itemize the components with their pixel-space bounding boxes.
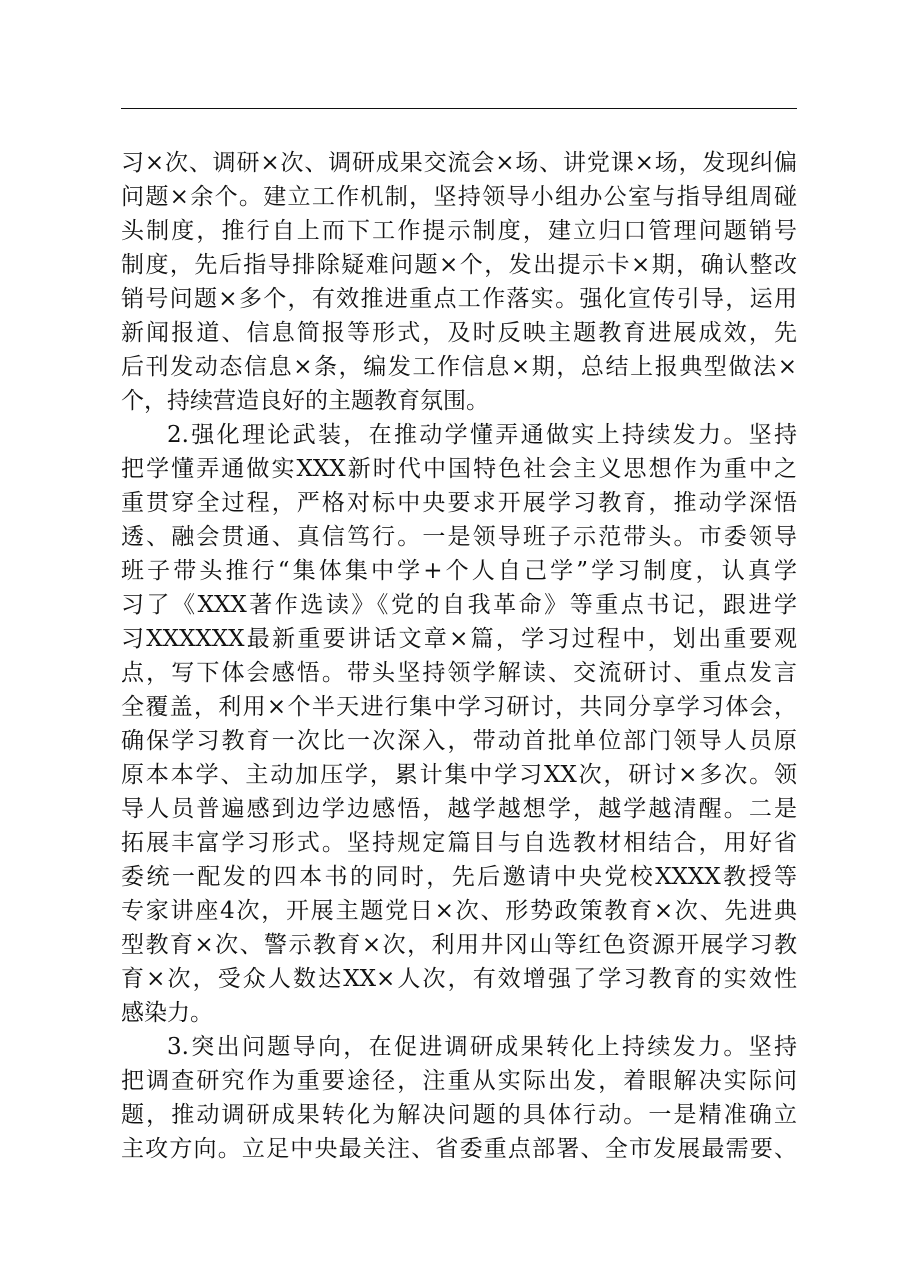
text-line: 感染力。 [121, 1000, 213, 1026]
text-line: 把调查研究作为重要途径，注重从实际出发，着眼解决实际问 [121, 1068, 797, 1094]
text-line: 导人员普遍感到边学边感悟，越学越想学，越学越清醒。二是 [121, 796, 797, 822]
section-heading-line: 3.突出问题导向，在促进调研成果转化上持续发力。坚持 [167, 1034, 797, 1060]
text-line: 专家讲座4次，开展主题党日×次、形势政策教育×次、先进典 [121, 898, 797, 924]
text-line: 全覆盖，利用×个半天进行集中学习研讨，共同分享学习体会， [121, 694, 797, 720]
text-line: 育×次，受众人数达XX×人次，有效增强了学习教育的实效性 [121, 966, 797, 992]
header-rule [121, 108, 797, 109]
text-line: 透、融会贯通、真信笃行。一是领导班子示范带头。市委领导 [121, 524, 797, 550]
text-line: 新闻报道、信息简报等形式，及时反映主题教育进展成效，先 [121, 320, 797, 346]
text-line: 销号问题×多个，有效推进重点工作落实。强化宣传引导，运用 [121, 286, 797, 312]
text-line: 重贯穿全过程，严格对标中央要求开展学习教育，推动学深悟 [121, 490, 797, 516]
text-line: 头制度，推行自上而下工作提示制度，建立归口管理问题销号 [121, 218, 797, 244]
text-line: 原本本学、主动加压学，累计集中学习XX次，研讨×多次。领 [121, 762, 797, 788]
text-line: 把学懂弄通做实XXX新时代中国特色社会主义思想作为重中之 [121, 456, 797, 482]
text-line: 确保学习教育一次比一次深入，带动首批单位部门领导人员原 [121, 728, 797, 754]
text-line: 后刊发动态信息×条，编发工作信息×期，总结上报典型做法× [121, 354, 797, 380]
text-line: 问题×余个。建立工作机制，坚持领导小组办公室与指导组周碰 [121, 184, 797, 210]
text-line: 习XXXXXX最新重要讲话文章×篇，学习过程中，划出重要观 [121, 626, 797, 652]
text-line: 制度，先后指导排除疑难问题×个，发出提示卡×期，确认整改 [121, 252, 797, 278]
text-line: 拓展丰富学习形式。坚持规定篇目与自选教材相结合，用好省 [121, 830, 797, 856]
text-line: 委统一配发的四本书的同时，先后邀请中央党校XXXX教授等 [121, 864, 797, 890]
text-line: 习×次、调研×次、调研成果交流会×场、讲党课×场，发现纠偏 [121, 150, 797, 176]
body-text [121, 146, 797, 1166]
text-line: 个，持续营造良好的主题教育氛围。 [121, 388, 489, 414]
text-line: 主攻方向。立足中央最关注、省委重点部署、全市发展最需要、 [121, 1136, 797, 1162]
text-line: 班子带头推行“集体集中学+个人自己学”学习制度，认真学 [121, 558, 797, 584]
text-line: 型教育×次、警示教育×次，利用井冈山等红色资源开展学习教 [121, 932, 797, 958]
text-line: 点，写下体会感悟。带头坚持领学解读、交流研讨、重点发言 [121, 660, 797, 686]
text-line: 题，推动调研成果转化为解决问题的具体行动。一是精准确立 [121, 1102, 797, 1128]
text-line: 习了《XXX著作选读》《党的自我革命》等重点书记，跟进学 [121, 592, 797, 618]
section-heading-line: 2.强化理论武装，在推动学懂弄通做实上持续发力。坚持 [167, 422, 797, 448]
